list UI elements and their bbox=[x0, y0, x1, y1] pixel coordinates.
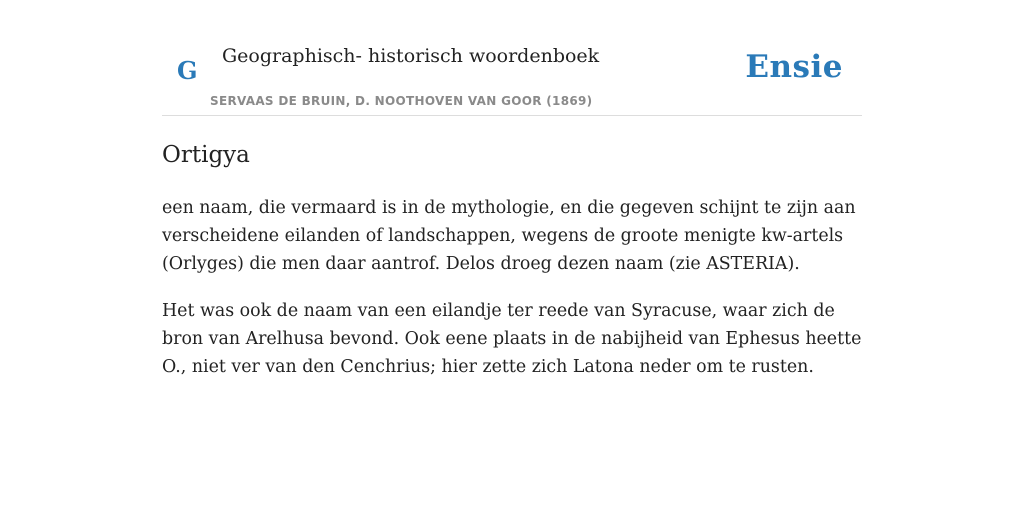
entry-content bbox=[162, 140, 862, 381]
dictionary-authors: SERVAAS DE BRUIN, D. NOOTHOVEN VAN GOOR (1869) bbox=[210, 94, 593, 108]
dictionary-title-link[interactable]: Geographisch- historisch woordenboek bbox=[222, 45, 600, 67]
entry-paragraph: Het was ook de naam van een eilandje ter reede van Syracuse, waar zich de bron van Arelhusa bevond. Ook eene plaats in de nabijheid van Ephesus heette O., niet ver van den Cenchrius; hier zette zich Latona neder om te rusten. bbox=[162, 301, 862, 377]
entry-paragraph: een naam, die vermaard is in de mythologie, en die gegeven schijnt te zijn aan verscheidene eilanden of landschappen, wegens de groote menigte kw-artels (Orlyges) die men daar aantrof. Delos droeg dezen naam (zie ASTERIA). bbox=[162, 198, 856, 274]
entry-title: Ortigya bbox=[162, 142, 250, 168]
dictionary-header bbox=[162, 0, 862, 116]
dictionary-letter-link[interactable]: G bbox=[177, 56, 198, 85]
ensie-logo-link[interactable]: Ensie bbox=[745, 49, 843, 85]
page-container bbox=[162, 0, 862, 381]
